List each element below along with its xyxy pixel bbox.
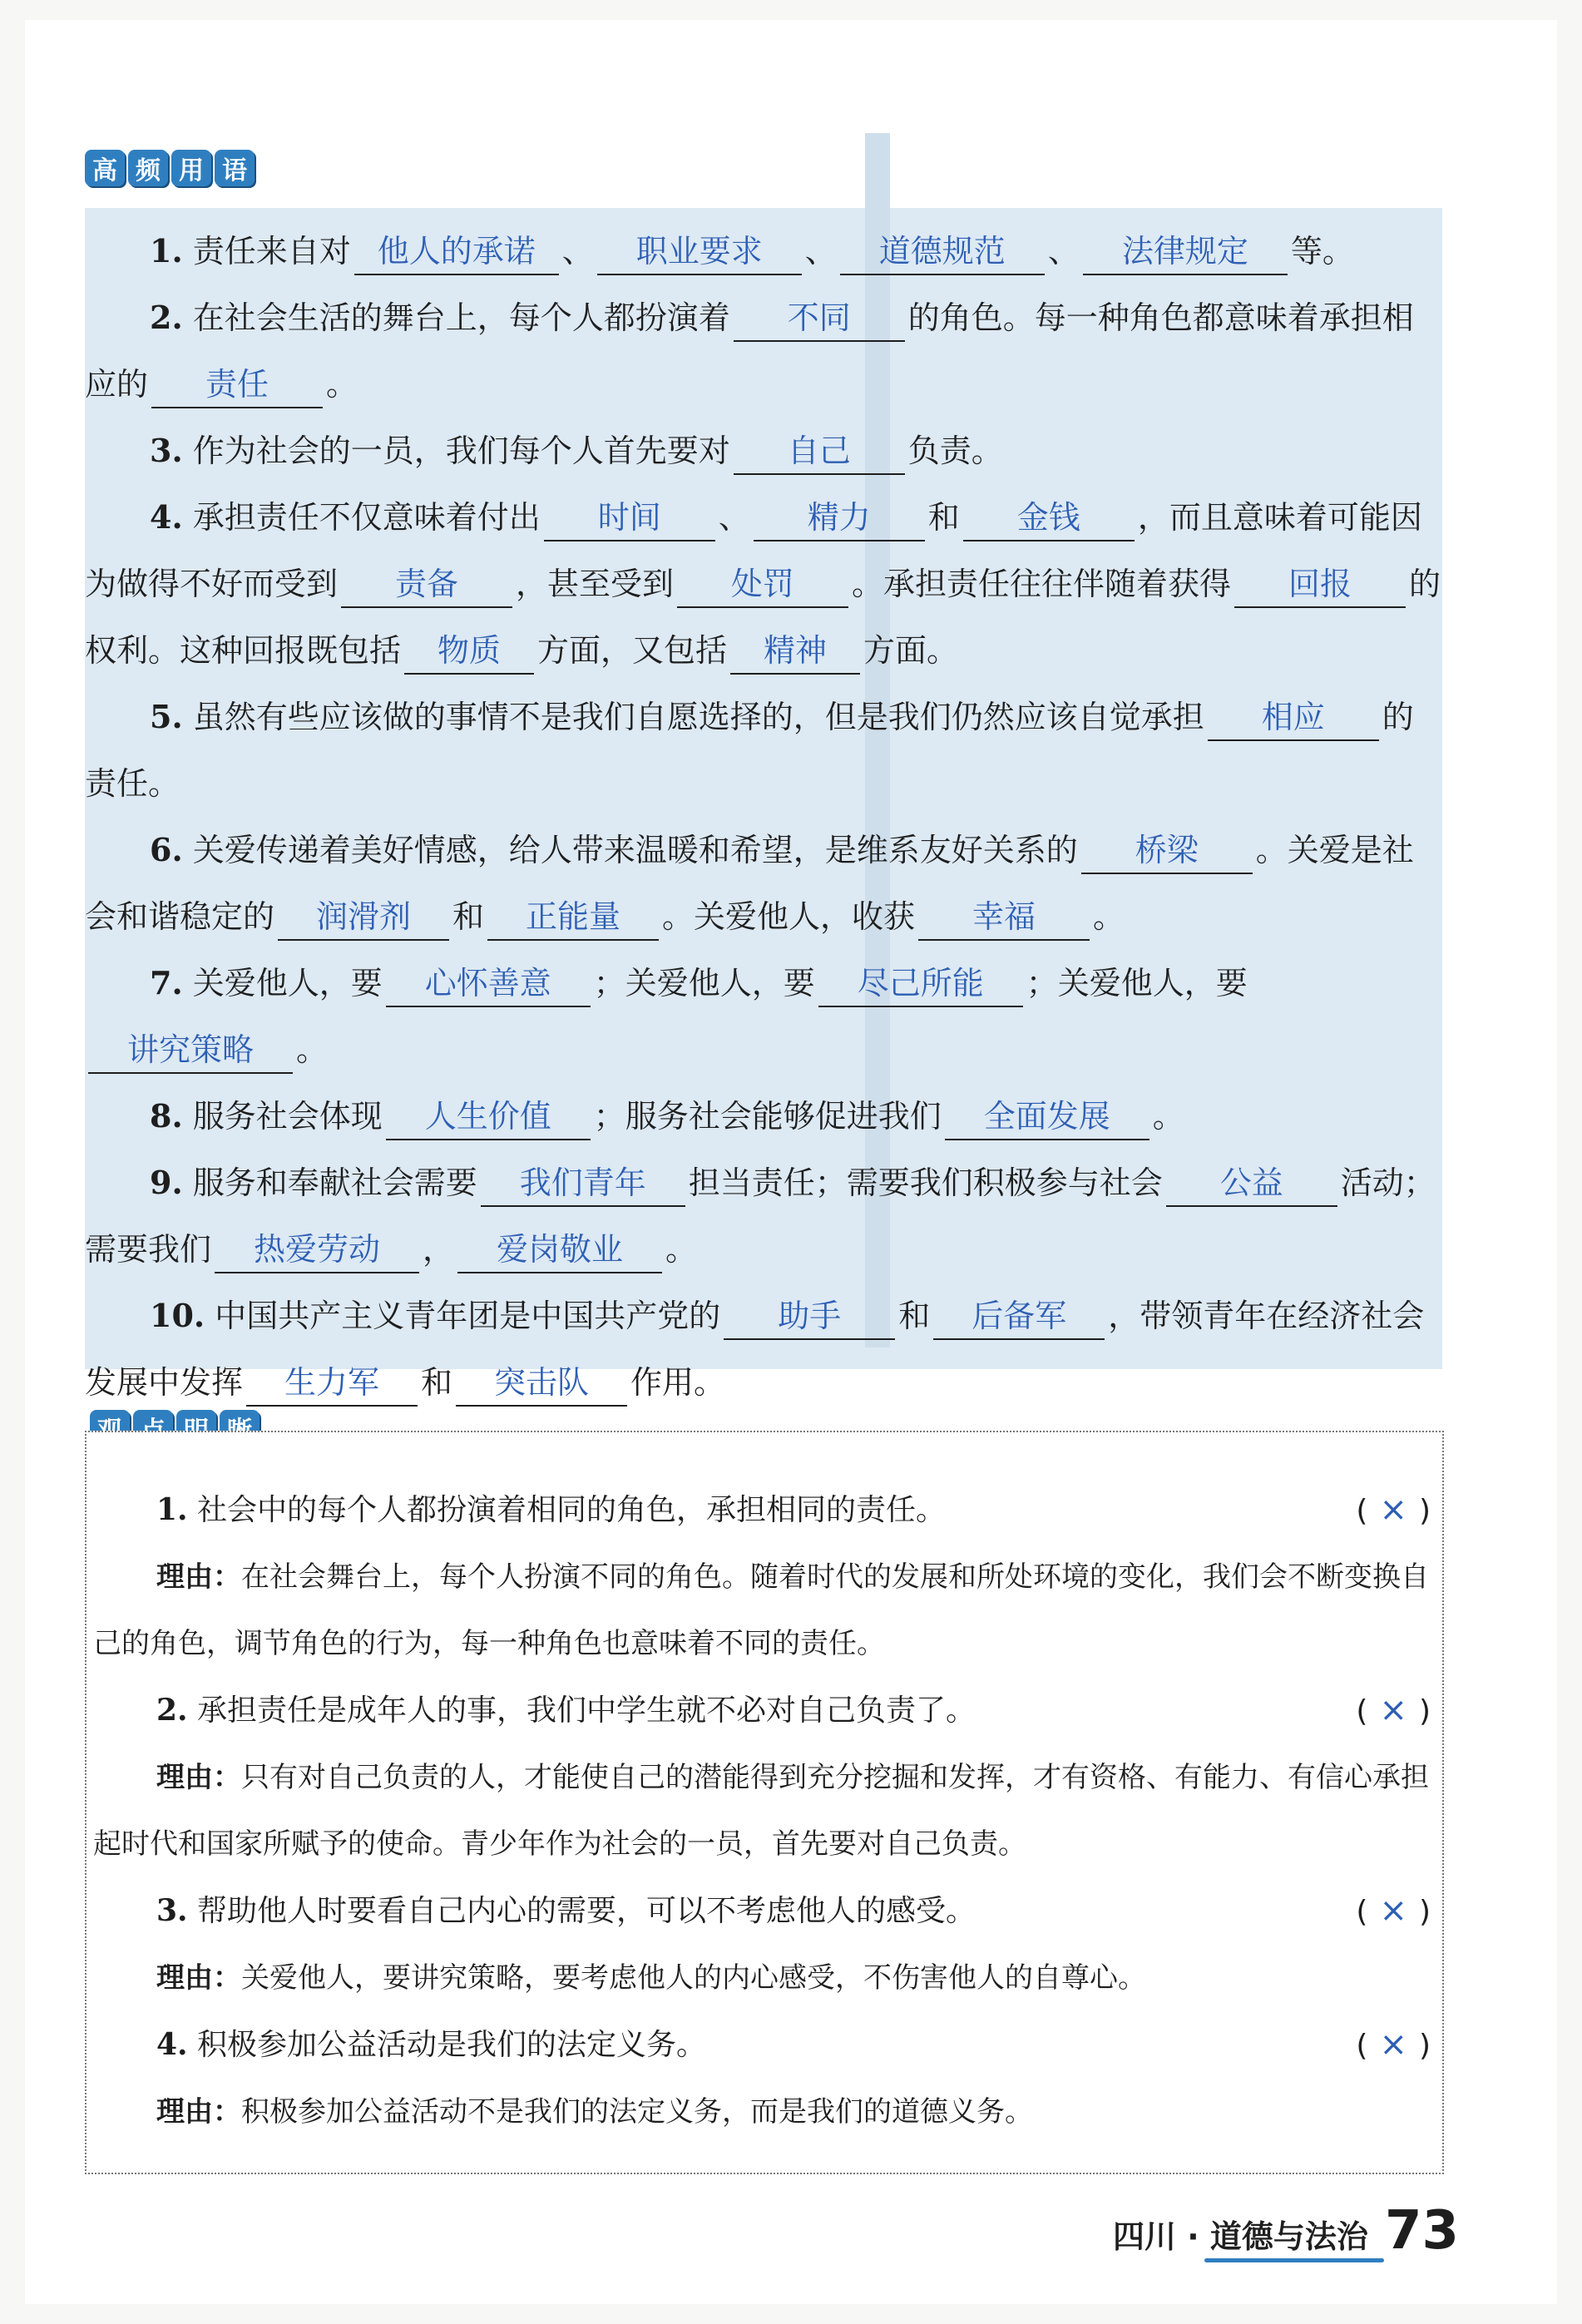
paren-open: ( [1356,2029,1368,2063]
fill-in-item [85,484,1442,684]
paren-close: ) [1418,2029,1431,2063]
question-text: ，甚至受到 [516,566,675,602]
fill-in-list [85,218,1442,1416]
reason-label: 理由： [156,1961,241,1995]
statement-number: 2. [156,1693,188,1728]
statement-number: 4. [156,2027,188,2062]
statement [93,1877,1441,1945]
fill-in-item [85,950,1442,1083]
answer-blank: 爱岗敬业 [457,1227,662,1273]
item-number: 2. [150,299,183,336]
question-text: 和 [898,1298,931,1334]
item-number: 8. [150,1097,183,1135]
answer-blank: 我们青年 [481,1160,685,1207]
item-number: 1. [150,232,183,269]
item-number: 10. [150,1297,205,1334]
page-number: 73 [1384,2200,1459,2262]
question-text: ；服务社会能够促进我们 [593,1098,942,1135]
question-text: 和 [421,1364,453,1401]
reason-text: 在社会舞台上，每个人扮演不同的角色。随着时代的发展和所处环境的变化，我们会不断变换自己的角色，调节角色的行为，每一种角色也意味着不同的责任。 [93,1560,1429,1660]
section1-tag-char: 频 [128,150,168,186]
question-text: ；关爱他人，要 [593,965,815,1001]
reason-label: 理由： [156,2095,241,2129]
question-text: 服务和奉献社会需要 [192,1164,477,1201]
statement-text: 积极参加公益活动是我们的法定义务。 [197,2028,707,2062]
answer-blank: 法律规定 [1083,229,1288,275]
reason [93,1744,1441,1877]
fill-in-item [85,817,1442,950]
page-footer [1113,2200,1459,2262]
question-text: 担当责任；需要我们积极参与社会 [688,1164,1163,1201]
question-text: 负责。 [907,433,1003,469]
question-text: 责任来自对 [192,233,351,269]
answer-blank: 全面发展 [945,1094,1149,1140]
verdict [1356,1476,1431,1545]
answer-blank: 物质 [404,628,534,675]
item-number: 6. [150,831,183,868]
question-text: 关爱他人，要 [192,965,383,1001]
footer-title: 四川 · 道德与法治 [1113,2218,1368,2255]
item-number: 3. [150,432,183,469]
answer-blank: 润滑剂 [278,894,449,941]
answer-blank: 生力军 [246,1360,418,1407]
question-text: 服务社会体现 [192,1098,383,1135]
question-text: 的角色。每一种角色都意味着承担相应的 [85,299,1414,403]
reason-text: 只有对自己负责的人，才能使自己的潜能得到充分挖掘和发挥，才有资格、有能力、有信心承担起时代和国家所赋予的使命。青少年作为社会的一员，首先要对自己负责。 [93,1761,1429,1861]
reason-text: 积极参加公益活动不是我们的法定义务，而是我们的道德义务。 [241,2095,1033,2129]
answer-blank: 幸福 [918,894,1090,941]
reason-label: 理由： [156,1761,241,1794]
answer-blank: 金钱 [963,495,1135,541]
question-text: 活动；需要我们 [85,1164,1436,1268]
question-text: 作为社会的一员，我们每个人首先要对 [192,433,730,469]
question-text: 承担责任不仅意味着付出 [192,499,541,536]
section1-tag-char: 用 [171,150,211,186]
fill-in-item [85,218,1442,284]
answer-blank: 心怀善意 [386,961,591,1007]
paren-close: ) [1418,1494,1431,1528]
answer-blank: 处罚 [677,561,848,608]
fill-in-item [85,1150,1442,1283]
question-text: 在社会生活的舞台上，每个人都扮演着 [192,299,730,336]
question-text: ， [423,1231,455,1268]
answer-blank: 自己 [734,428,905,475]
paren-open: ( [1356,1694,1368,1728]
statement [93,1677,1441,1744]
answer-blank: 正能量 [487,894,659,941]
answer-blank: 责备 [341,561,512,608]
question-text: 。关爱是社会和谐稳定的 [85,832,1414,935]
answer-blank: 热爱劳动 [215,1227,419,1273]
fill-in-item [85,418,1442,484]
answer-blank: 责任 [151,362,323,408]
section1-tag [85,150,255,186]
question-text: 。 [296,1031,329,1068]
verdict [1356,1877,1431,1946]
statement [93,1476,1441,1544]
question-text: 。承担责任往往伴随着获得 [852,566,1232,602]
item-number: 7. [150,964,183,1001]
reason [93,1945,1441,2011]
statement-text: 承担责任是成年人的事，我们中学生就不必对自己负责了。 [197,1694,976,1728]
statement-text: 社会中的每个人都扮演着相同的角色，承担相同的责任。 [197,1493,947,1527]
question-text: 、 [561,233,594,269]
item-number: 4. [150,498,183,536]
question-text: 等。 [1290,233,1354,269]
statement [93,2011,1441,2079]
reason [93,1544,1441,1677]
answer-blank: 桥梁 [1081,828,1253,874]
question-text: 和 [452,898,485,935]
cross-mark: × [1379,1691,1407,1729]
question-text: 。 [1152,1098,1184,1135]
question-text: 关爱传递着美好情感，给人带来温暖和希望，是维系友好关系的 [192,832,1078,868]
fill-in-item [85,284,1442,418]
paren-close: ) [1418,1895,1431,1929]
section1-tag-char: 高 [85,150,125,186]
fill-in-item [85,1283,1442,1416]
answer-blank: 后备军 [933,1293,1105,1340]
question-text: 、 [718,499,750,536]
statement-number: 1. [156,1492,188,1527]
answer-blank: 相应 [1208,695,1379,741]
statement-number: 3. [156,1893,188,1928]
answer-blank: 他人的承诺 [354,229,559,275]
answer-blank: 职业要求 [597,229,802,275]
item-number: 5. [150,698,183,735]
question-text: ，而且意味着可能因为做得不好而受到 [85,499,1422,602]
question-text: 作用。 [630,1364,726,1401]
fill-in-item [85,1083,1442,1150]
answer-blank: 道德规范 [840,229,1045,275]
question-text: 的责任。 [85,699,1414,802]
paren-open: ( [1356,1494,1368,1528]
question-text: ，带领青年在经济社会发展中发挥 [85,1298,1425,1401]
question-text: 虽然有些应该做的事情不是我们自愿选择的，但是我们仍然应该自觉承担 [192,699,1204,735]
answer-blank: 讲究策略 [88,1027,293,1074]
answer-blank: 精神 [730,628,860,675]
judgement-list [93,1476,1441,2145]
footer-underline [1204,2258,1384,2262]
fill-in-item [85,684,1442,817]
question-text: 和 [927,499,960,536]
answer-blank: 助手 [724,1293,895,1340]
question-text: 。 [326,366,358,403]
question-text: 。关爱他人，收获 [662,898,916,935]
paren-close: ) [1418,1694,1431,1728]
section1-tag-char: 语 [215,150,255,186]
answer-blank: 人生价值 [386,1094,591,1140]
answer-blank: 回报 [1234,561,1406,608]
reason [93,2079,1441,2145]
answer-blank: 公益 [1166,1160,1337,1207]
statement-text: 帮助他人时要看自己内心的需要，可以不考虑他人的感受。 [197,1894,976,1928]
question-text: ；关爱他人，要 [1026,965,1248,1001]
verdict [1356,1677,1431,1745]
item-number: 9. [150,1164,183,1201]
cross-mark: × [1379,1491,1407,1529]
answer-blank: 尽己所能 [818,961,1023,1007]
reason-label: 理由： [156,1560,241,1594]
answer-blank: 突击队 [456,1360,627,1407]
verdict [1356,2011,1431,2079]
question-text: 、 [804,233,837,269]
question-text: 的权利。这种回报既包括 [85,566,1441,669]
answer-blank: 不同 [734,295,905,342]
question-text: 中国共产主义青年团是中国共产党的 [215,1298,721,1334]
cross-mark: × [1379,1891,1407,1930]
question-text: 。 [665,1231,698,1268]
paren-open: ( [1356,1895,1368,1929]
question-text: 、 [1047,233,1080,269]
answer-blank: 时间 [544,495,715,541]
question-text: 方面。 [863,632,959,669]
question-text: 。 [1093,898,1125,935]
reason-text: 关爱他人，要讲究策略，要考虑他人的内心感受，不伤害他人的自尊心。 [241,1961,1146,1995]
cross-mark: × [1379,2025,1407,2064]
answer-blank: 精力 [754,495,925,541]
question-text: 方面，又包括 [537,632,728,669]
